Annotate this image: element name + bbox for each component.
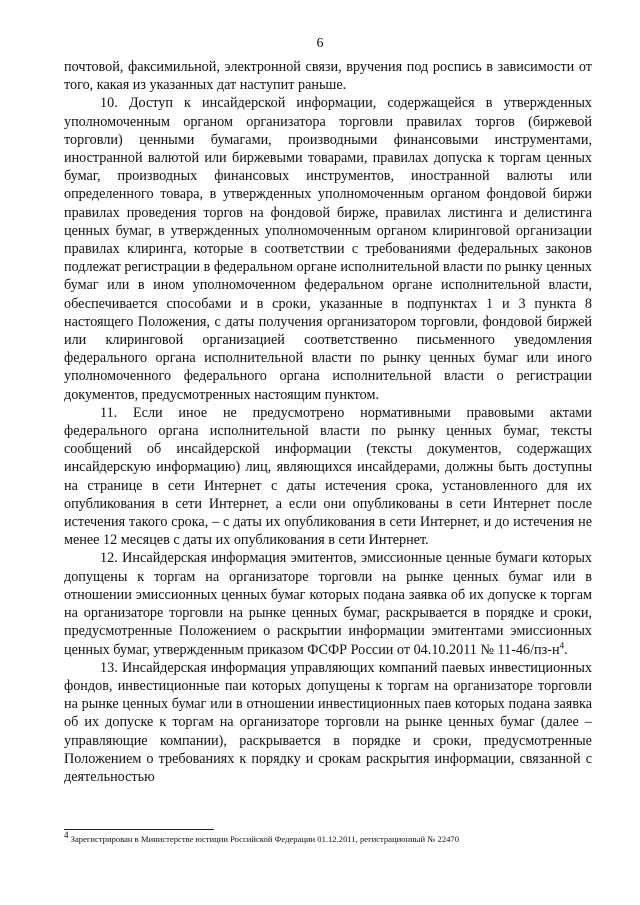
footnote-text: Зарегистрирован в Министерстве юстиции Российской Федерации 01.12.2011, регистрационный № 22470 xyxy=(68,834,460,844)
footnote-reference: 4 xyxy=(559,639,565,650)
page-number: 6 xyxy=(316,36,324,51)
footnote-marker: 4 xyxy=(64,830,69,841)
paragraph-12-text: 12. Инсайдерская информация эмитентов, эмиссионные ценные бумаги которых допущены к торгам на организаторе торговли на рынке ценных бумаг или в отношении эмиссионных ценных бумаг которых подана заявка об их допуске к торгам на организаторе торговли на рынке ценных бумаг, раскрывается в порядке и сроки, предусмотренные Положением о раскрытии информации эмитентами эмиссионных ценных бумаг, утвержденным приказом ФСФР России от 04.10.2011 № 11-46/пз-н xyxy=(64,550,592,658)
footnote xyxy=(64,830,604,845)
paragraph-13: 13. Инсайдерская информация управляющих компаний паевых инвестиционных фондов, инвестиционные паи которых допущены к торгам на организаторе торговли на рынке ценных бумаг или в отношении инвестиционных паев которых подана заявка об их допуске к торгам на организаторе торговли на рынке ценных бумаг (далее – управляющие компании), раскрывается в порядке и сроки, предусмотренные Положением о требованиях к порядку и срокам раскрытия информации, связанной с деятельностью xyxy=(64,659,592,785)
paragraph-11: 11. Если иное не предусмотрено нормативными правовыми актами федерального органа исполнительной власти по рынку ценных бумаг, тексты сообщений об инсайдерской информации (тексты документов, содержащих инсайдерскую информацию) лиц, являющихся инсайдерами, должны быть доступны на странице в сети Интернет с даты истечения срока, установленного для их опубликования в сети Интернет, а если они опубликованы в сети Интернет после истечения такого срока, – с даты их опубликования в сети Интернет, и до истечения не менее 12 месяцев с даты их опубликования в сети Интернет. xyxy=(64,404,592,549)
paragraph-continuation: почтовой, факсимильной, электронной связи, вручения под роспись в зависимости от того, какая из указанных дат наступит раньше. xyxy=(64,59,592,94)
paragraph-10: 10. Доступ к инсайдерской информации, содержащейся в утвержденных уполномоченным органом организатора торговли правилах торгов (биржевой торговли) ценными бумагами, производными финансовыми инструментами, иностранной валютой или биржевыми товарами, правилах допуска к торгам ценных бумаг, производных финансовых инструментов, иностранной валюты или определенного товара, в утвержденных уполномоченным органом фондовой биржи правилах проведения торгов на фондовой бирже, правилах листинга и делистинга ценных бумаг, в утвержденных уполномоченным органом клиринговой организации правилах клиринга, которые в соответствии с требованиями федеральных законов подлежат регистрации в федеральном органе исполнительной власти по рынку ценных бумаг или в ином уполномоченном федеральном органе исполнительной власти, обеспечивается способами и в сроки, указанные в подпунктах 1 и 3 пункта 8 настоящего Положения, с даты получения организатором торговли, фондовой биржей или клиринговой организацией соответственно письменного уведомления федерального органа исполнительной власти по рынку ценных бумаг или иного уполномоченного федерального органа исполнительной власти о регистрации документов, предусмотренных настоящим пунктом. xyxy=(64,95,592,403)
document-body xyxy=(64,58,592,786)
paragraph-12 xyxy=(64,549,592,658)
footnote-divider xyxy=(64,829,214,830)
paragraph-12-tail: . xyxy=(564,641,568,658)
